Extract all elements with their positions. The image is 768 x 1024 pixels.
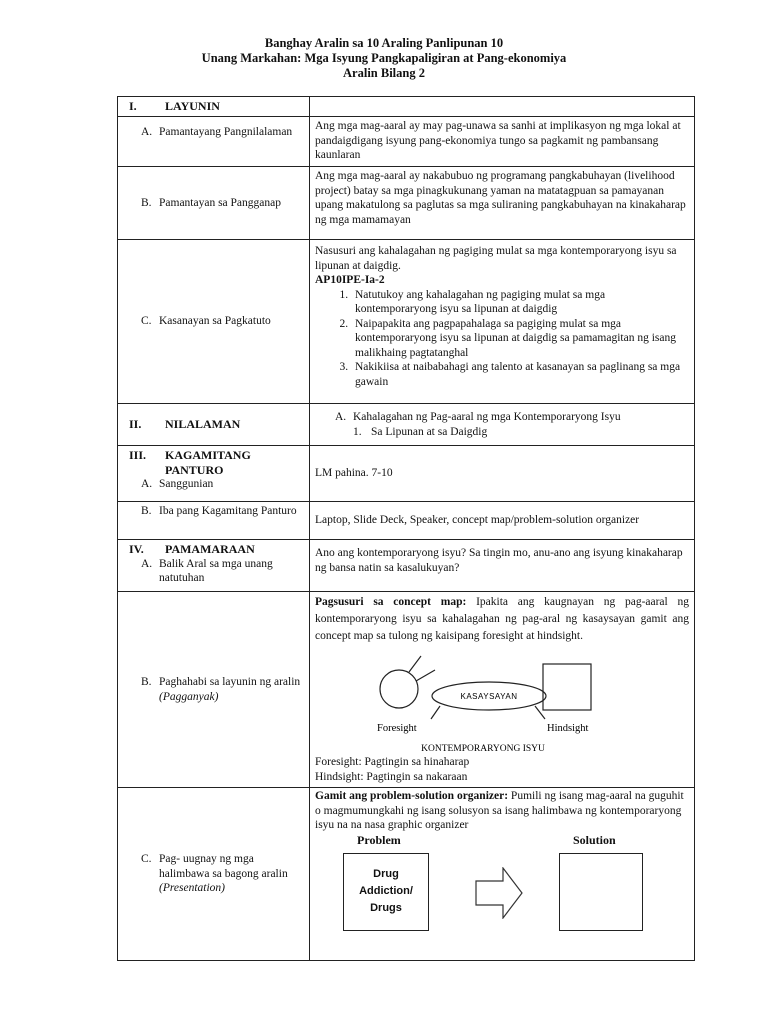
layunin-a-text: Ang mga mag-aaral ay may pag-unawa sa sanhi at implikasyon ng mga lokal at pandaigdigang isyung pang-ekonomiya tungo sa pagkamit ng pambansang kaunlaran (310, 117, 695, 167)
hindsight-label: Hindsight (547, 723, 589, 734)
list-item: 3. Nakikiisa at naibabahagi ang talento at kasanayan sa paglinang sa mga gawain (351, 360, 689, 389)
problem-heading: Problem (357, 832, 401, 847)
table-row (118, 240, 695, 404)
layunin-c-label: C. Kasanayan sa Pagkatuto (141, 315, 271, 328)
organizer-instructions: Gamit ang problem-solution organizer: Pumili ng isang mag-aaral na guguhit o magmumungkahi ng isang solusyon sa isang halimbawa ng kontemporaryong isyu na na nasa graphic organizer (315, 790, 684, 831)
header-line-3: Aralin Bilang 2 (343, 66, 425, 80)
table-row (118, 167, 695, 240)
nilalaman-a: A. Kahalagahan ng Pag-aaral ng mga Kontemporaryong Isyu (335, 411, 621, 423)
competency-code: AP10IPE-Ia-2 (315, 274, 385, 286)
solution-heading: Solution (573, 832, 616, 847)
foresight-connector (431, 706, 440, 719)
table-row (118, 404, 695, 446)
pamamaraan-b-label: B. Paghahabi sa layunin ng aralin (Pagganyak) (141, 676, 301, 703)
lesson-plan-table (117, 96, 695, 961)
hindsight-square (543, 664, 591, 710)
foresight-definition: Foresight: Pagtingin sa hinaharap (315, 756, 470, 768)
section-pamamaraan-title: IV. PAMAMARAAN (129, 542, 255, 556)
kagamitan-a-text: LM pahina. 7-10 (310, 446, 695, 502)
solution-box (559, 853, 643, 931)
objectives-list (315, 288, 689, 390)
nilalaman-a-1: 1. Sa Lipunan at sa Daigdig (353, 425, 488, 438)
pamamaraan-a-label: A. Balik Aral sa mga unang natutuhan (141, 557, 273, 584)
table-row (118, 592, 695, 788)
section-layunin-title: I. LAYUNIN (129, 99, 220, 113)
concept-map-diagram (315, 645, 689, 755)
layunin-b-text: Ang mga mag-aaral ay nakabubuo ng programang pangkabuhayan (livelihood project) batay sa mga pinagkukunang yaman na matatagpuan sa pamayanan upang makatulong sa paglutas sa mga suliraning pangkabuhayan na kinakaharap ng mga mamamayan (310, 167, 695, 240)
hindsight-definition: Hindsight: Pagtingin sa nakaraan (315, 770, 468, 783)
kagamitan-b-label: B. Iba pang Kagamitang Panturo (141, 505, 297, 517)
table-row (118, 97, 695, 117)
table-row (118, 788, 695, 961)
kasaysayan-label: KASAYSAYAN (460, 692, 518, 701)
concept-map-svg (315, 645, 675, 755)
section-nilalaman-title: II. NILALAMAN (129, 417, 241, 432)
table-row (118, 117, 695, 167)
table-row (118, 540, 695, 592)
layunin-b-label: B. Pamantayan sa Pangganap (141, 196, 281, 209)
competency-intro: Nasusuri ang kahalagahan ng pagiging mulat sa mga kontemporaryong isyu sa lipunan at daigdig. (315, 245, 677, 272)
arrow-right-icon (475, 867, 523, 919)
kontemporaryong-isyu-label: KONTEMPORARYONG ISYU (421, 744, 545, 754)
table-row (118, 502, 695, 540)
foresight-ray-1 (409, 656, 421, 672)
problem-solution-organizer (315, 833, 689, 953)
foresight-ray-2 (416, 670, 435, 681)
concept-map-instructions: Pagsusuri sa concept map: Ipakita ang kaugnayan ng pag-aaral ng kontemporaryong isyu sa kahalagahan ng pag-aral ng kasaysayan gamit ang concept map sa tulong ng kaisipang foresight at hindsight. (315, 596, 689, 642)
list-item: 2. Naipapakita ang pagpapahalaga sa pagiging mulat sa mga kontemporaryong isyu sa lipunan at daigdig sa pamamagitan ng isang malikhaing pagtatanghal (351, 317, 689, 361)
kagamitan-b-text: Laptop, Slide Deck, Speaker, concept map/problem-solution organizer (310, 502, 695, 540)
kagamitan-a-label: A. Sanggunian (141, 478, 214, 490)
problem-box: Drug Addiction/ Drugs (343, 853, 429, 931)
table-row: III. KAGAMITANG PANTURO A. Sanggunian LM pahina. 7-10 (118, 446, 695, 502)
header-line-2: Unang Markahan: Mga Isyung Pangkapaligiran at Pang-ekonomiya (201, 51, 567, 65)
header-line-1: Banghay Aralin sa 10 Araling Panlipunan 10 (264, 36, 504, 50)
foresight-circle (380, 670, 418, 708)
document-header (0, 36, 768, 81)
pamamaraan-c-label: C. Pag- uugnay ng mga halimbawa sa bagong aralin (Presentation) (141, 853, 288, 895)
foresight-label: Foresight (377, 723, 417, 734)
list-item: 1. Natutukoy ang kahalagahan ng pagiging mulat sa mga kontemporaryong isyu sa lipunan at daigdig (351, 288, 689, 317)
pamamaraan-a-text: Ano ang kontemporaryong isyu? Sa tingin mo, anu-ano ang isyung kinakaharap ng bansa natin sa kasalukuyan? (310, 540, 695, 592)
section-kagamitan-title: III. KAGAMITANG (129, 448, 251, 462)
layunin-a-label: A. Pamantayang Pangnilalaman (141, 126, 293, 138)
